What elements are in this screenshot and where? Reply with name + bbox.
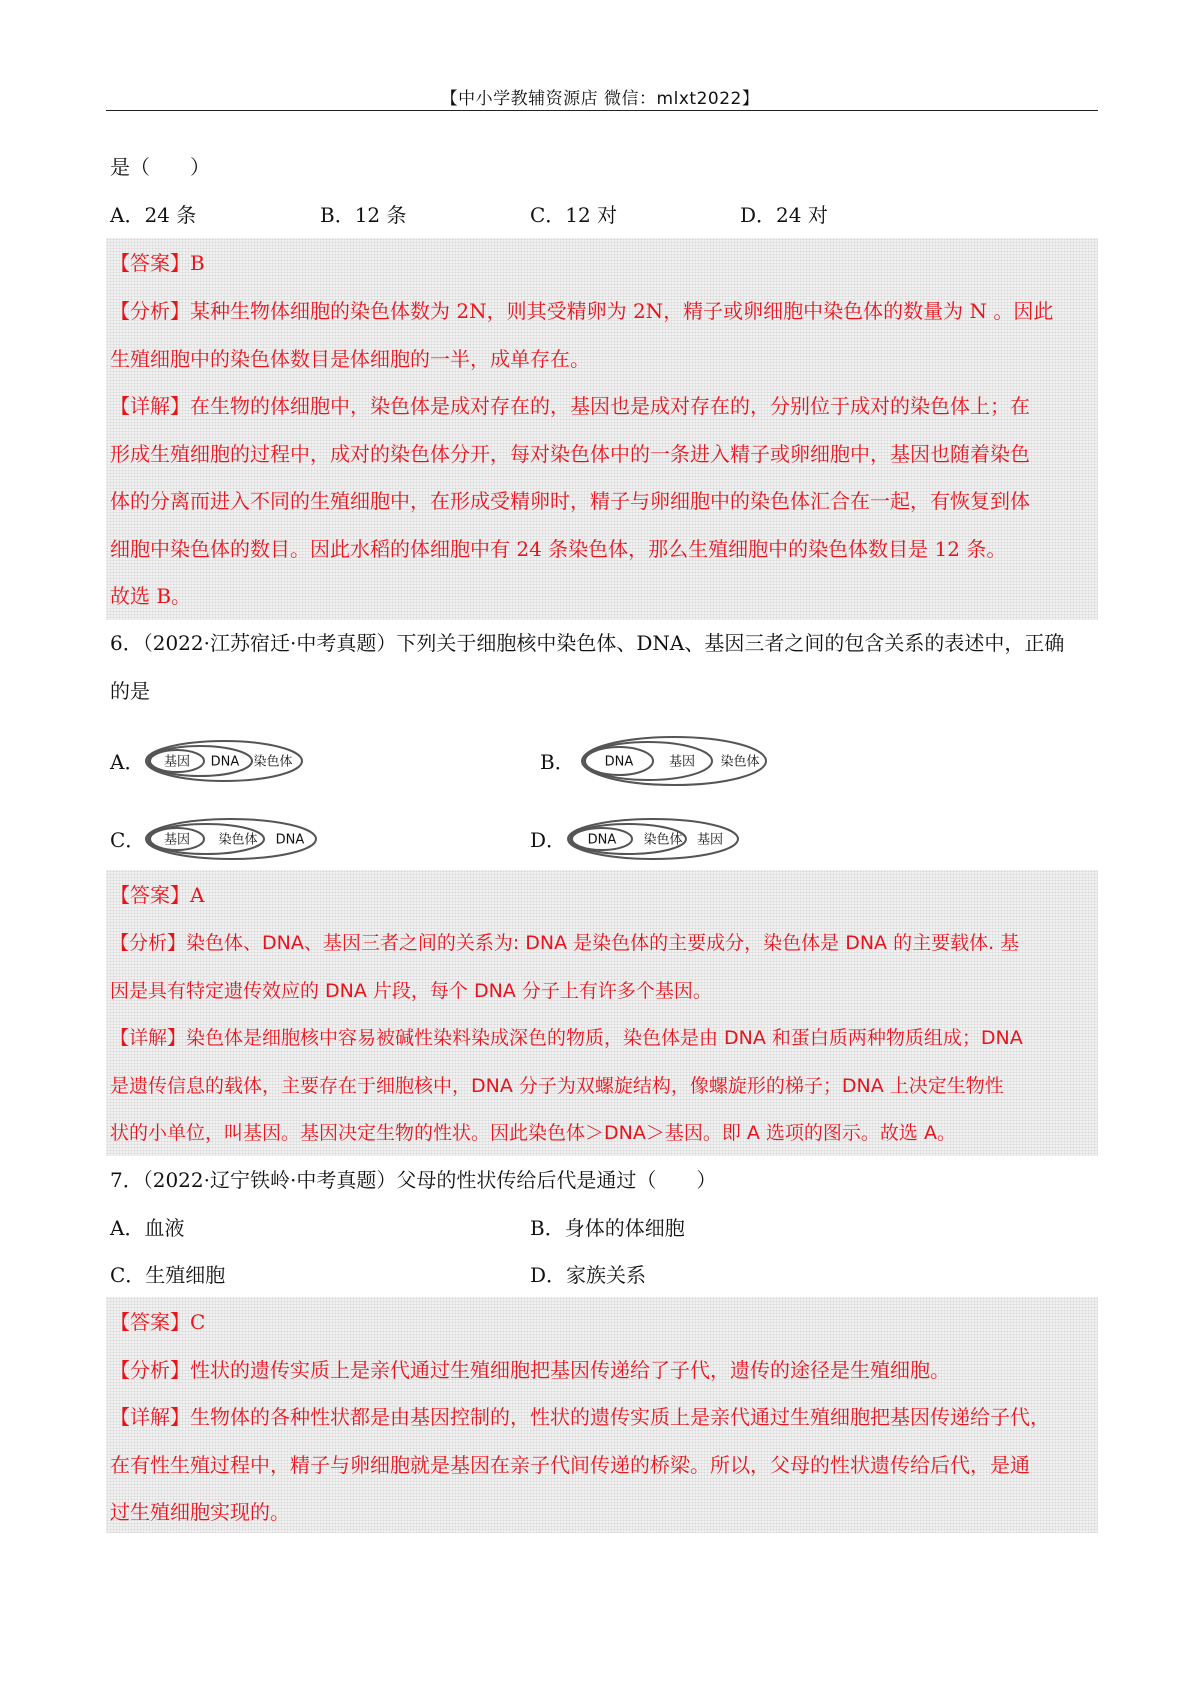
q6-option-c-label: C． — [110, 828, 146, 852]
q6-c-outer-label: DNA — [275, 832, 305, 848]
page-header: 【中小学教辅资源店 微信：mlxt2022】 — [440, 89, 760, 109]
q7-detail-line: 【详解】生物体的各种性状都是由基因控制的，性状的遗传实质上是亲代通过生殖细胞把基因传递给子代， — [110, 1405, 1050, 1429]
q6-option-d-diagram — [566, 816, 742, 866]
q6-d-middle-label: 染色体 — [643, 832, 683, 848]
q5-analysis-line: 【分析】某种生物体细胞的染色体数为 2N，则其受精卵为 2N，精子或卵细胞中染色体的数量为 N 。因此 — [110, 299, 1054, 323]
q5-detail-line: 体的分离而进入不同的生殖细胞中，在形成受精卵时，精子与卵细胞中的染色体汇合在一起，有恢复到体 — [110, 489, 1030, 513]
q5-solution-panel — [106, 238, 1098, 620]
q6-b-outer-label: 染色体 — [720, 754, 760, 770]
q6-option-a-diagram — [144, 738, 306, 788]
q5-answer: 【答案】B — [110, 251, 205, 275]
q6-detail-line: 是遗传信息的载体，主要存在于细胞核中，DNA 分子为双螺旋结构，像螺旋形的梯子；DNA 上决定生物性 — [110, 1075, 1004, 1097]
q6-stem-line: 的是 — [110, 679, 150, 703]
q5-analysis-line: 生殖细胞中的染色体数目是体细胞的一半，成单存在。 — [110, 347, 590, 371]
q5-option-c: C．12 对 — [530, 203, 618, 227]
q6-b-middle-label: 基因 — [668, 754, 696, 770]
q6-b-inner-label: DNA — [604, 754, 634, 770]
q6-answer: 【答案】A — [110, 883, 205, 907]
q5-detail-line: 【详解】在生物的体细胞中，染色体是成对存在的，基因也是成对存在的，分别位于成对的染色体上；在 — [110, 394, 1030, 418]
q5-stem-tail: 是（ ） — [110, 155, 210, 179]
q6-option-b-diagram — [578, 733, 770, 793]
q6-option-d-label: D． — [530, 828, 567, 852]
q6-a-inner-label: 基因 — [163, 754, 191, 770]
q6-d-inner-label: DNA — [587, 832, 617, 848]
q5-detail-line: 形成生殖细胞的过程中，成对的染色体分开，每对染色体中的一条进入精子或卵细胞中，基因也随着染色 — [110, 442, 1030, 466]
q6-option-c-diagram — [144, 816, 320, 866]
q6-solution-panel — [106, 870, 1098, 1156]
q6-stem-line: 6．（2022·江苏宿迁·中考真题）下列关于细胞核中染色体、DNA、基因三者之间的包含关系的表述中，正确 — [110, 631, 1065, 655]
q7-answer: 【答案】C — [110, 1310, 206, 1334]
q7-option-c: C．生殖细胞 — [110, 1263, 226, 1287]
q6-a-outer-label: 染色体 — [253, 754, 293, 770]
q7-option-a: A．血液 — [110, 1216, 185, 1240]
q5-option-a: A．24 条 — [110, 203, 197, 227]
q6-detail-line: 【详解】染色体是细胞核中容易被碱性染料染成深色的物质，染色体是由 DNA 和蛋白质两种物质组成；DNA — [110, 1027, 1023, 1049]
q6-a-middle-label: DNA — [210, 754, 240, 770]
q7-detail-line: 在有性生殖过程中，精子与卵细胞就是基因在亲子代间传递的桥梁。所以，父母的性状遗传给后代，是通 — [110, 1453, 1030, 1477]
q7-analysis-line: 【分析】性状的遗传实质上是亲代通过生殖细胞把基因传递给了子代，遗传的途径是生殖细胞。 — [110, 1358, 950, 1382]
q6-d-outer-label: 基因 — [696, 832, 724, 848]
q6-option-a-label: A． — [110, 750, 145, 774]
q5-detail-line: 故选 B。 — [110, 584, 192, 608]
q7-stem: 7．（2022·辽宁铁岭·中考真题）父母的性状传给后代是通过（ ） — [110, 1168, 717, 1192]
q6-detail-line: 状的小单位，叫基因。基因决定生物的性状。因此染色体＞DNA＞基因。即 A 选项的图示。故选 A。 — [110, 1122, 956, 1144]
header-divider — [106, 110, 1098, 111]
q6-c-inner-label: 基因 — [163, 832, 191, 848]
q5-option-b: B．12 条 — [320, 203, 407, 227]
q5-detail-line: 细胞中染色体的数目。因此水稻的体细胞中有 24 条染色体，那么生殖细胞中的染色体数目是 12 条。 — [110, 537, 1007, 561]
q7-option-b: B．身体的体细胞 — [530, 1216, 685, 1240]
q6-c-middle-label: 染色体 — [218, 832, 258, 848]
q6-analysis-line: 因是具有特定遗传效应的 DNA 片段，每个 DNA 分子上有许多个基因。 — [110, 980, 712, 1002]
q6-option-b-label: B． — [540, 750, 575, 774]
q5-option-d: D．24 对 — [740, 203, 828, 227]
q7-option-d: D．家族关系 — [530, 1263, 647, 1287]
q6-analysis-line: 【分析】染色体、DNA、基因三者之间的关系为: DNA 是染色体的主要成分，染色体是 DNA 的主要载体. 基 — [110, 932, 1020, 954]
q7-detail-line: 过生殖细胞实现的。 — [110, 1500, 290, 1524]
